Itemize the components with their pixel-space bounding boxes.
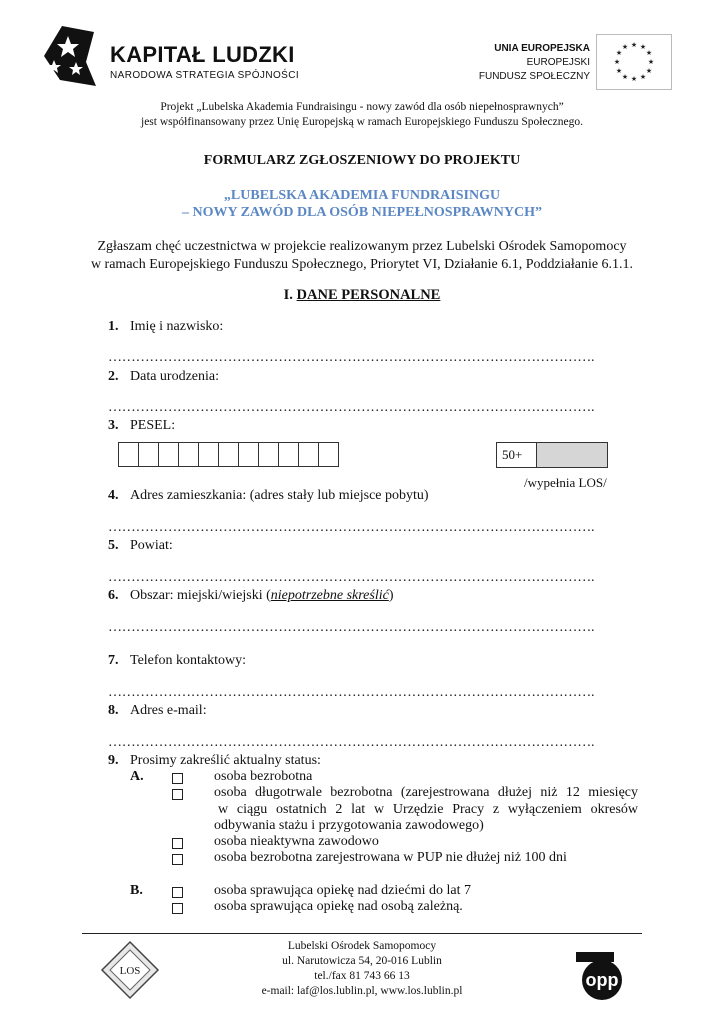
section-number: I. (283, 287, 297, 303)
eu-flag-icon (596, 34, 672, 90)
section-title: DANE PERSONALNE (296, 287, 441, 303)
field-birthdate-label (108, 369, 219, 385)
field-address-input[interactable]: ……………………………………………………………………………………………. (108, 520, 595, 535)
field-number: 5. (108, 538, 119, 553)
los-50plus-field (537, 443, 607, 467)
pesel-digit-box[interactable] (158, 442, 178, 467)
pesel-boxes[interactable] (118, 442, 339, 466)
svg-text:★: ★ (615, 67, 623, 75)
status-option: osoba bezrobotna (214, 769, 313, 784)
pesel-digit-box[interactable] (198, 442, 218, 467)
field-county-label (108, 538, 173, 554)
field-area-note: niepotrzebne skreślić (270, 588, 389, 603)
svg-text:★: ★ (621, 43, 629, 51)
status-checkbox[interactable] (172, 838, 183, 849)
svg-text:★: ★ (613, 58, 621, 66)
project-title (0, 187, 724, 221)
eu-text-block (460, 42, 590, 84)
field-label: Data urodzenia: (130, 369, 220, 384)
status-option: osoba sprawująca opiekę nad dziećmi do lat 7 (214, 883, 471, 898)
los-logo-text: LOS (119, 965, 141, 977)
declaration (0, 238, 724, 274)
field-pesel-label (108, 418, 175, 434)
pesel-digit-box[interactable] (178, 442, 198, 467)
field-phone-label (108, 653, 246, 669)
pesel-digit-box[interactable] (138, 442, 158, 467)
footer-line4: e-mail: laf@los.lublin.pl, www.los.lublin.pl (261, 985, 463, 997)
svg-text:★: ★ (621, 73, 629, 81)
status-option-cont: odbywania stażu i przygotowania zawodowego) (214, 818, 484, 833)
project-title-line2: – NOWY ZAWÓD DLA OSÓB NIEPEŁNOSPRAWNYCH” (181, 205, 543, 220)
field-label: Telefon kontaktowy: (130, 653, 247, 668)
status-option: osoba nieaktywna zawodowo (214, 834, 379, 849)
status-option: osoba długotrwale bezrobotna (zarejestrowana dłużej niż 12 miesięcy (214, 785, 638, 800)
field-number: 3. (108, 418, 119, 433)
svg-text:★: ★ (630, 75, 638, 83)
opp-logo-text: opp (585, 970, 619, 990)
pesel-digit-box[interactable] (298, 442, 318, 467)
field-label: Adres e-mail: (130, 703, 207, 718)
field-number: 6. (108, 588, 119, 603)
status-checkbox[interactable] (172, 789, 183, 800)
field-email-input[interactable]: ……………………………………………………………………………………………. (108, 735, 595, 750)
field-label: Adres zamieszkania: (adres stały lub miejsce pobytu) (130, 488, 429, 503)
svg-text:★: ★ (615, 49, 623, 57)
kapital-ludzki-title: KAPITAŁ LUDZKI (110, 42, 295, 67)
field-area-label (108, 588, 394, 604)
field-number: 8. (108, 703, 119, 718)
svg-text:★: ★ (645, 67, 653, 75)
field-label: PESEL: (130, 418, 176, 433)
field-area-input[interactable]: ……………………………………………………………………………………………. (108, 620, 595, 635)
footer-divider (82, 933, 642, 934)
status-option-cont: w ciągu ostatnich 2 lat w Urzędzie Pracy z wyłączeniem okresów (218, 802, 638, 817)
field-county-input[interactable]: ……………………………………………………………………………………………. (108, 570, 595, 585)
field-label: Powiat: (130, 538, 173, 553)
opp-logo-icon (572, 944, 632, 1002)
eu-line3: FUNDUSZ SPOŁECZNY (478, 71, 590, 82)
project-note-line2: jest współfinansowany przez Unię Europejską w ramach Europejskiego Funduszu Społecznego. (141, 116, 583, 128)
kapital-ludzki-subtitle: NARODOWA STRATEGIA SPÓJNOŚCI (110, 70, 300, 81)
status-group-b: B. (130, 883, 143, 898)
footer-line2: ul. Narutowicza 54, 20-016 Lublin (282, 955, 442, 967)
status-checkbox[interactable] (172, 773, 183, 784)
field-label: Obszar: miejski/wiejski ( (130, 588, 271, 603)
field-status-label (108, 753, 321, 769)
field-number: 9. (108, 753, 119, 768)
field-area-close: ) (388, 588, 394, 603)
los-50plus-box (496, 442, 608, 468)
field-number: 7. (108, 653, 119, 668)
declaration-line1: Zgłaszam chęć uczestnictwa w projekcie realizowanym przez Lubelski Ośrodek Samopomocy (97, 239, 627, 254)
form-title: FORMULARZ ZGŁOSZENIOWY DO PROJEKTU (203, 153, 521, 168)
pesel-digit-box[interactable] (218, 442, 238, 467)
field-name-input[interactable]: ……………………………………………………………………………………………. (108, 350, 595, 365)
eu-line2: EUROPEJSKI (526, 57, 590, 68)
project-title-line1: „LUBELSKA AKADEMIA FUNDRAISINGU (223, 188, 501, 203)
field-birthdate-input[interactable]: ……………………………………………………………………………………………. (108, 400, 595, 415)
pesel-digit-box[interactable] (118, 442, 138, 467)
svg-text:★: ★ (639, 73, 647, 81)
status-checkbox[interactable] (172, 854, 183, 865)
los-note: /wypełnia LOS/ (524, 475, 607, 490)
section-heading (0, 287, 724, 304)
project-note (0, 100, 724, 130)
footer-line1: Lubelski Ośrodek Samopomocy (287, 940, 437, 952)
status-checkbox[interactable] (172, 903, 183, 914)
project-note-line1: Projekt „Lubelska Akademia Fundraisingu - nowy zawód dla osób niepełnosprawnych” (160, 101, 564, 113)
kapital-ludzki-logo-icon (40, 22, 100, 94)
field-address-label (108, 488, 429, 504)
field-number: 4. (108, 488, 119, 503)
pesel-digit-box[interactable] (238, 442, 258, 467)
field-email-label (108, 703, 207, 719)
field-name-label (108, 319, 223, 335)
field-number: 1. (108, 319, 119, 334)
status-group-a: A. (130, 769, 144, 784)
status-option: osoba bezrobotna zarejestrowana w PUP nie dłużej niż 100 dni (214, 850, 567, 865)
svg-text:★: ★ (647, 58, 655, 66)
pesel-digit-box[interactable] (278, 442, 298, 467)
los-50plus-label: 50+ (497, 443, 537, 467)
svg-text:★: ★ (630, 41, 638, 49)
status-option: osoba sprawująca opiekę nad osobą zależną. (214, 899, 463, 914)
field-label: Imię i nazwisko: (130, 319, 224, 334)
pesel-digit-box[interactable] (258, 442, 278, 467)
field-number: 2. (108, 369, 119, 384)
eu-line1: UNIA EUROPEJSKA (494, 43, 590, 54)
status-checkbox[interactable] (172, 887, 183, 898)
svg-text:★: ★ (645, 49, 653, 57)
footer-line3: tel./fax 81 743 66 13 (314, 970, 410, 982)
declaration-line2: w ramach Europejskiego Funduszu Społecznego, Priorytet VI, Działanie 6.1, Poddziałanie 6.1.1. (90, 257, 634, 272)
pesel-digit-box[interactable] (318, 442, 339, 467)
field-label: Prosimy zakreślić aktualny status: (130, 753, 321, 768)
svg-text:★: ★ (639, 43, 647, 51)
field-phone-input[interactable]: ……………………………………………………………………………………………. (108, 685, 595, 700)
